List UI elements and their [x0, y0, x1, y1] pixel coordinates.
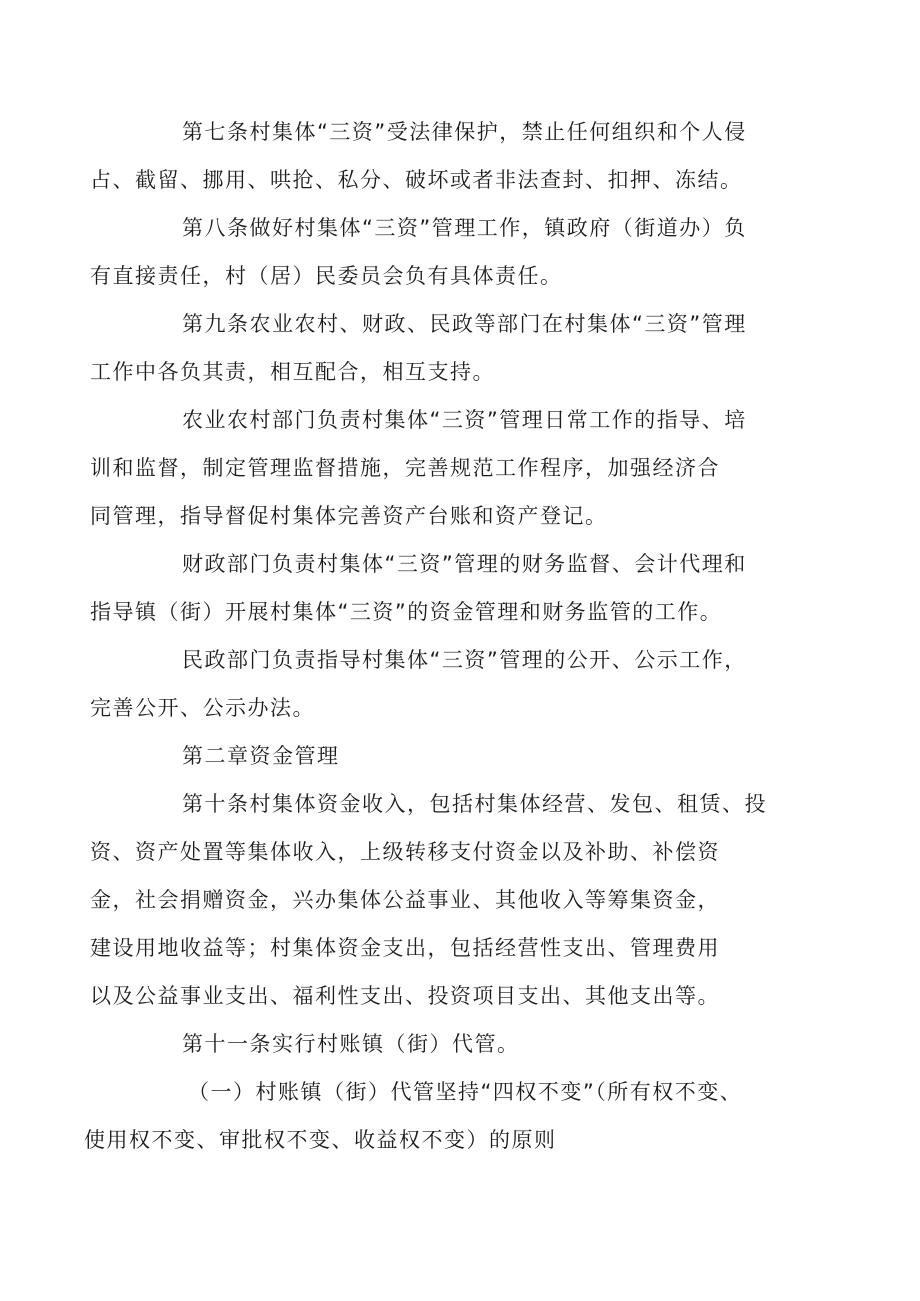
- article-10-line-3: 金，社会捐赠资金，兴办集体公益事业、其他收入等筹集资金，: [90, 888, 720, 912]
- civil-dept-paragraph: [90, 636, 816, 732]
- civil-dept-line-1: 民政部门负责指导村集体“三资”管理的公开、公示工作，: [182, 648, 747, 672]
- article-10-line-5: 以及公益事业支出、福利性支出、投资项目支出、其他支出等。: [90, 984, 720, 1008]
- agri-dept-paragraph: [90, 396, 816, 540]
- article-8-line-1: 第八条做好村集体“三资”管理工作，镇政府（街道办）负: [182, 216, 747, 240]
- finance-dept-paragraph: [90, 540, 816, 636]
- item-1-paragraph: [84, 1068, 816, 1164]
- article-8-line-2: 有直接责任，村（居）民委员会负有具体责任。: [90, 264, 563, 288]
- finance-dept-line-1: 财政部门负责村集体“三资”管理的财务监督、会计代理和: [182, 552, 747, 576]
- article-9-paragraph: [90, 300, 816, 396]
- article-10-paragraph: [90, 780, 816, 1020]
- article-11-paragraph: 第十一条实行村账镇（街）代管。: [182, 1032, 520, 1056]
- article-7-line-2: 占、截留、挪用、哄抢、私分、破坏或者非法查封、扣押、冻结。: [90, 168, 743, 192]
- agri-dept-line-2: 训和监督，制定管理监督措施，完善规范工作程序，加强经济合: [90, 456, 720, 480]
- civil-dept-line-2: 完善公开、公示办法。: [90, 696, 315, 720]
- article-8-paragraph: [90, 204, 816, 300]
- agri-dept-line-1: 农业农村部门负责村集体“三资”管理日常工作的指导、培: [182, 408, 747, 432]
- article-9-line-1: 第九条农业农村、财政、民政等部门在村集体“三资”管理: [182, 312, 747, 336]
- item-1-line-2: 使用权不变、审批权不变、收益权不变）的原则: [84, 1128, 557, 1152]
- finance-dept-line-2: 指导镇（街）开展村集体“三资”的资金管理和财务监管的工作。: [90, 600, 723, 624]
- agri-dept-line-3: 同管理，指导督促村集体完善资产台账和资产登记。: [90, 504, 608, 528]
- item-1-line-1: （一）村账镇（街）代管坚持“四权不变”（所有权不变、: [188, 1080, 743, 1104]
- article-10-line-4: 建设用地收益等；村集体资金支出，包括经营性支出、管理费用: [90, 936, 720, 960]
- article-9-line-2: 工作中各负其责，相互配合，相互支持。: [90, 360, 495, 384]
- article-7-paragraph: [90, 108, 816, 204]
- article-10-line-1: 第十条村集体资金收入，包括村集体经营、发包、租赁、投: [182, 792, 767, 816]
- chapter-2-heading: 第二章资金管理: [182, 744, 340, 768]
- document-body: [84, 108, 816, 1164]
- article-10-line-2: 资、资产处置等集体收入，上级转移支付资金以及补助、补偿资: [90, 840, 720, 864]
- article-7-line-1: 第七条村集体“三资”受法律保护，禁止任何组织和个人侵: [182, 120, 747, 144]
